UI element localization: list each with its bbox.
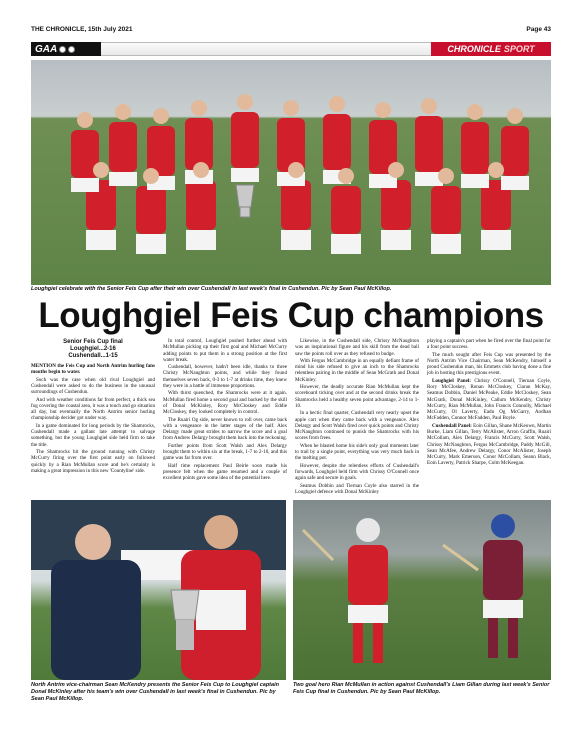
paragraph: Cushendall, however, hadn't been idle, thanks to three Christy McNaughton points, and while they found themselves seven back, 0-3 to 1-7 at drinks time, they knew they were in a battle of immense proportions. — [163, 364, 287, 389]
paragraph: Likewise, in the Cushendall side, Chrissy McNaughton was an inspirational figure and his skill from the dead ball saw the points roll over as they refused to budge. — [295, 338, 419, 357]
presentation-photo — [31, 500, 286, 680]
paragraph: Further points from Scott Walsh and Alex Delargy brought them to within six at the break, 1-7 to 2-10, and this game was far from over. — [163, 442, 287, 462]
article-column-2 — [163, 338, 287, 488]
loughgiel-panel — [427, 378, 551, 422]
paragraph: MENTION the Feis Cup and North Antrim hurling fans mouths begin to water. — [31, 363, 155, 376]
cushendall-panel — [427, 423, 551, 467]
panel-label: Loughgiel Panel: — [432, 377, 472, 384]
presentation-photo-caption: North Antrim vice-chairman Sean McKendry presents the Senior Feis Cup to Loughgiel captain Donal McKinley after his team's win over Cushendall in last week's final in Cushendun. Pic by Sean Paul McKillop. — [31, 682, 279, 702]
paragraph: In a hectic final quarter, Cushendall very nearly upset the apple cart when they came back with a vengeance. Alex Delargy and Scott Walsh fired over quick points and Christy McNaughton continued to punish the Shamrocks with his scores from frees. — [295, 410, 419, 442]
paragraph: Half time replacement Paul Beirle soon made his presence felt when the game resumed and a couple of excellent points gave some idea of the potential here. — [163, 462, 287, 482]
chronicle-sport-logo: CHRONICLE SPORT — [431, 42, 551, 56]
paragraph: Such was the case when old rival Loughgiel and Cushendall were asked to do the business in the unusual surroundings of Cushendun. — [31, 376, 155, 396]
banner-strip — [101, 42, 431, 56]
article-body — [31, 338, 551, 495]
score-line: Cushendall...1-15 — [68, 353, 118, 359]
panel-label: Cushendall Panel: — [432, 422, 472, 429]
team-photo-caption: Loughgiel celebrate with the Senior Feis Cup after their win over Cushendall in last week's final in Cushendun. Pic by Sean Paul McKillop. — [31, 286, 392, 292]
team-photo-illustration — [31, 60, 551, 285]
article-column-1 — [31, 338, 155, 488]
article-headline: Loughgiel Feis Cup champions — [38, 296, 544, 335]
paragraph: With Fergus McCambridge in an equally defiant frame of mind his side refused to give an inch to the Shamrocks relentless pairing in the middle of Sean McGrath and Donal McKinley. — [295, 357, 419, 383]
section-banner — [31, 42, 551, 56]
paragraph: Seamus Dobbin and Tiernan Coyle also starred in the Loughgiel defence with Donal McKinley — [295, 482, 419, 495]
page-number: Page 43 — [526, 26, 551, 33]
panel-list: Eoin Gillan, Shane McKeown, Martin Burke, Liam Gillan, Terry McAlister, Arron Graffin, Ruairi McCollam, Alex Delargy, Francis McCurry, Scott Walsh, Chrissy McNaughton, Fergus McCambridge, Paddy McGill, Sean McAfee, Andrew Delargy, Conor McAlister, Joseph McCurry, Mark Emerson, Conor McCollam, Seann Black, Eoin Laverty, Patrick Sharpe, Colm McKeegan. — [427, 422, 551, 467]
paragraph: playing a captain's part when he fired over the final point for a four point success. — [427, 338, 551, 351]
paragraph: In a game dominated for long periods by the Shamrocks, Cushendall made a gallant late attempt to salvage something, but the young Loughgiel side held firm to take the title. — [31, 422, 155, 448]
ball-icon — [68, 46, 75, 53]
paragraph: When he blasted home his side's only goal moments later to trail by a single point, everything was very much back in the melting pot. — [295, 442, 419, 462]
paragraph: In total control, Loughgiel pushed further ahead with McMullan picking up their first goal and Michael McCurry adding points to put them in a strong position at the first water break. — [163, 338, 287, 363]
article-column-3 — [295, 338, 419, 495]
paragraph: And with weather conditions far from perfect, a thick sea fog covering the coastal area, it was a touch and go situation all day, but eventually the North Antrim senior hurling championship decider got under way. — [31, 396, 155, 422]
gaa-logo: GAA — [31, 42, 101, 56]
score-line: Loughgiel...2-16 — [70, 346, 116, 352]
article-column-4 — [427, 338, 551, 488]
page-header — [31, 26, 551, 36]
action-photo-illustration — [293, 500, 551, 680]
paper-date: THE CHRONICLE, 15th July 2021 — [31, 26, 133, 33]
ball-icon — [59, 46, 66, 53]
team-photo — [31, 60, 551, 285]
paragraph: However, despite the relentless efforts of Cushendall's forwards, Loughgiel held firm with Chrissy O'Connell once again safe and secure in goals. — [295, 462, 419, 482]
action-photo — [293, 500, 551, 680]
paragraph: The Ruairi Og side, never known to roll over, came back with a vengeance in the latter stages of the half. Alex Delargy made great strides to narrow the score and a goal from Andrew Delargy brought them back into the reckoning. — [163, 416, 287, 442]
action-photo-caption: Two goal hero Rian McMullan in action against Cushendall's Liam Gillan during last week's Senior Feis Cup final in Cushendun. Pic by Sean Paul McKillop. — [293, 682, 550, 695]
panel-list: Chrissy O'Connell, Tiernan Coyle, Rory McCloskey, Ronan McCloskey, Ciaran McKay, Seamus Dobbin, Daniel McPeake, Eddie McCloskey, Sean McGrath, Donal McKinley, Callum McKendry, Christy McCurry, Rian McMullan, John Francis Connolly, Michael McCurry, Ol Laverty, Eadn Og McGarry, Aodhan McFadden, Connor McFadden, Paul Boyle. — [427, 377, 551, 422]
presentation-photo-illustration — [31, 500, 286, 680]
paragraph: The Shamrocks hit the ground running with Christy McCurry firing over the first point early on followed quickly by a Rian McMullan score and he's certainly is making a great impression in this new 'Countyline' side. — [31, 449, 155, 474]
article-kicker: Senior Feis Cup final — [63, 339, 123, 345]
paragraph: With thirst quenched, the Shamrocks were at it again. McMullan fired home a second goal and backed by the skill of Donal McKinley, Rory McCloskey and Eddie McCloskey, they looked completely in control. — [163, 390, 287, 416]
paragraph: However, the deadly accurate Rian McMullan kept the scoreboard ticking over and at the second drinks break the Shamrocks held a healthy seven point advantage, 2-14 to 1-10. — [295, 384, 419, 409]
paragraph: The much sought after Feis Cup was presented by the North Antrim Vice Chairman, Sean McKendry, himself a proud Cushendun man, his Emmets club having done a fine job in hosting this prestigious event. — [427, 351, 551, 377]
